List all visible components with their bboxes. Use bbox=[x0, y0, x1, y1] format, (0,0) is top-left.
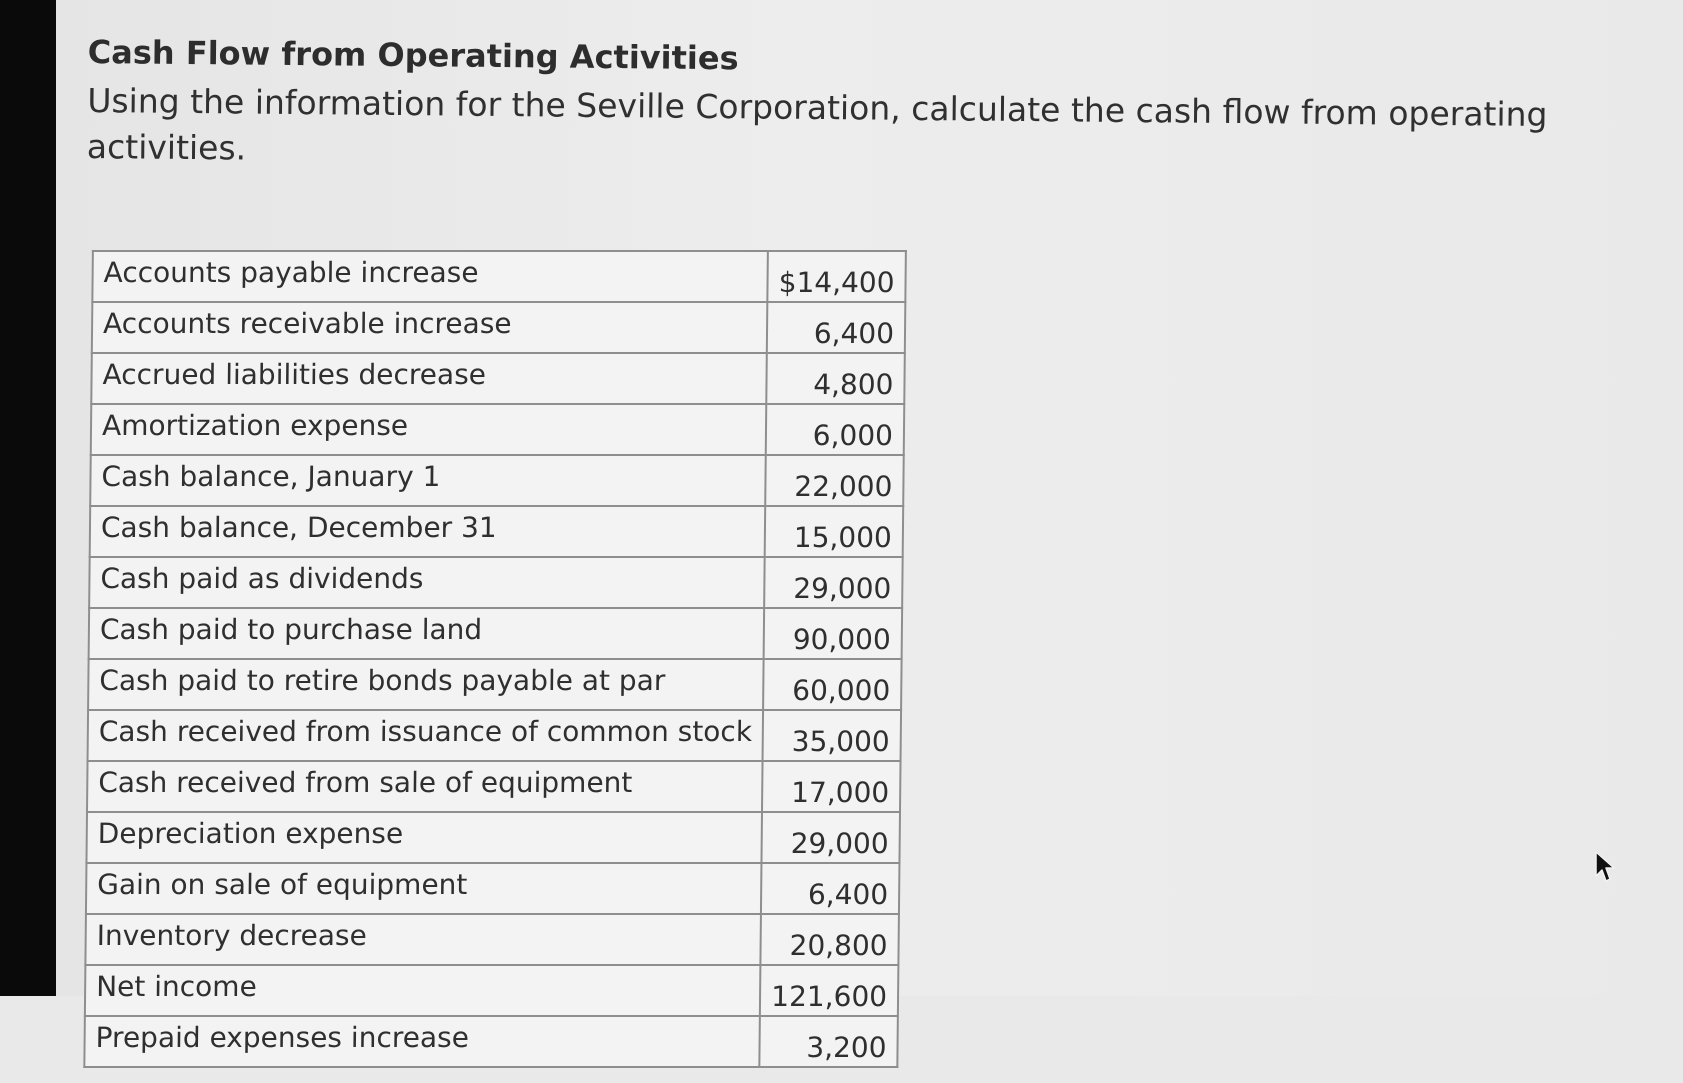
row-value: 6,400 bbox=[767, 302, 905, 353]
row-label: Cash balance, January 1 bbox=[90, 455, 766, 506]
row-value: 60,000 bbox=[763, 659, 901, 710]
row-label: Cash received from issuance of common stock bbox=[88, 710, 764, 761]
row-value: 20,800 bbox=[761, 914, 899, 965]
row-value: $14,400 bbox=[768, 251, 906, 302]
row-value: 121,600 bbox=[760, 965, 898, 1016]
row-value: 17,000 bbox=[762, 761, 900, 812]
table-row bbox=[91, 404, 905, 455]
row-label: Cash paid to retire bonds payable at par bbox=[88, 659, 764, 710]
question-title: Cash Flow from Operating Activities bbox=[87, 32, 739, 78]
row-label: Accounts payable increase bbox=[92, 251, 768, 302]
question-instructions: Using the information for the Seville Corporation, calculate the cash flow from operating activities. bbox=[86, 80, 1548, 168]
screen-area bbox=[56, 0, 1683, 1065]
row-label: Inventory decrease bbox=[85, 914, 761, 965]
table-row bbox=[92, 251, 906, 302]
row-value: 35,000 bbox=[763, 710, 901, 761]
table-row bbox=[90, 506, 904, 557]
table-row bbox=[89, 557, 903, 608]
table-row bbox=[91, 353, 905, 404]
row-value: 6,000 bbox=[766, 404, 904, 455]
row-label: Net income bbox=[85, 965, 761, 1016]
row-label: Cash balance, December 31 bbox=[90, 506, 766, 557]
row-label: Accrued liabilities decrease bbox=[91, 353, 767, 404]
row-value: 6,400 bbox=[761, 863, 899, 914]
table-row bbox=[89, 608, 903, 659]
row-label: Gain on sale of equipment bbox=[86, 863, 762, 914]
row-label: Cash paid to purchase land bbox=[89, 608, 765, 659]
table-row bbox=[86, 812, 900, 863]
row-value: 29,000 bbox=[762, 812, 900, 863]
table-row bbox=[84, 1016, 898, 1067]
row-value: 4,800 bbox=[766, 353, 904, 404]
question-content bbox=[78, 30, 1648, 1083]
row-value: 29,000 bbox=[764, 557, 902, 608]
financial-data-table bbox=[83, 250, 907, 1068]
row-label: Cash paid as dividends bbox=[89, 557, 765, 608]
monitor-bezel bbox=[0, 0, 56, 996]
row-label: Amortization expense bbox=[91, 404, 767, 455]
row-label: Accounts receivable increase bbox=[92, 302, 768, 353]
table-row bbox=[85, 965, 899, 1016]
row-label: Prepaid expenses increase bbox=[84, 1016, 760, 1067]
row-label: Depreciation expense bbox=[86, 812, 762, 863]
table-row bbox=[85, 914, 899, 965]
table-row bbox=[86, 863, 900, 914]
arrow-cursor-icon bbox=[1593, 850, 1617, 884]
table-row bbox=[90, 455, 904, 506]
row-value: 22,000 bbox=[765, 455, 903, 506]
row-label: Cash received from sale of equipment bbox=[87, 761, 763, 812]
row-value: 90,000 bbox=[764, 608, 902, 659]
row-value: 15,000 bbox=[765, 506, 903, 557]
table-row bbox=[88, 710, 902, 761]
table-row bbox=[92, 302, 906, 353]
row-value: 3,200 bbox=[760, 1016, 898, 1067]
table-row bbox=[88, 659, 902, 710]
table-row bbox=[87, 761, 901, 812]
